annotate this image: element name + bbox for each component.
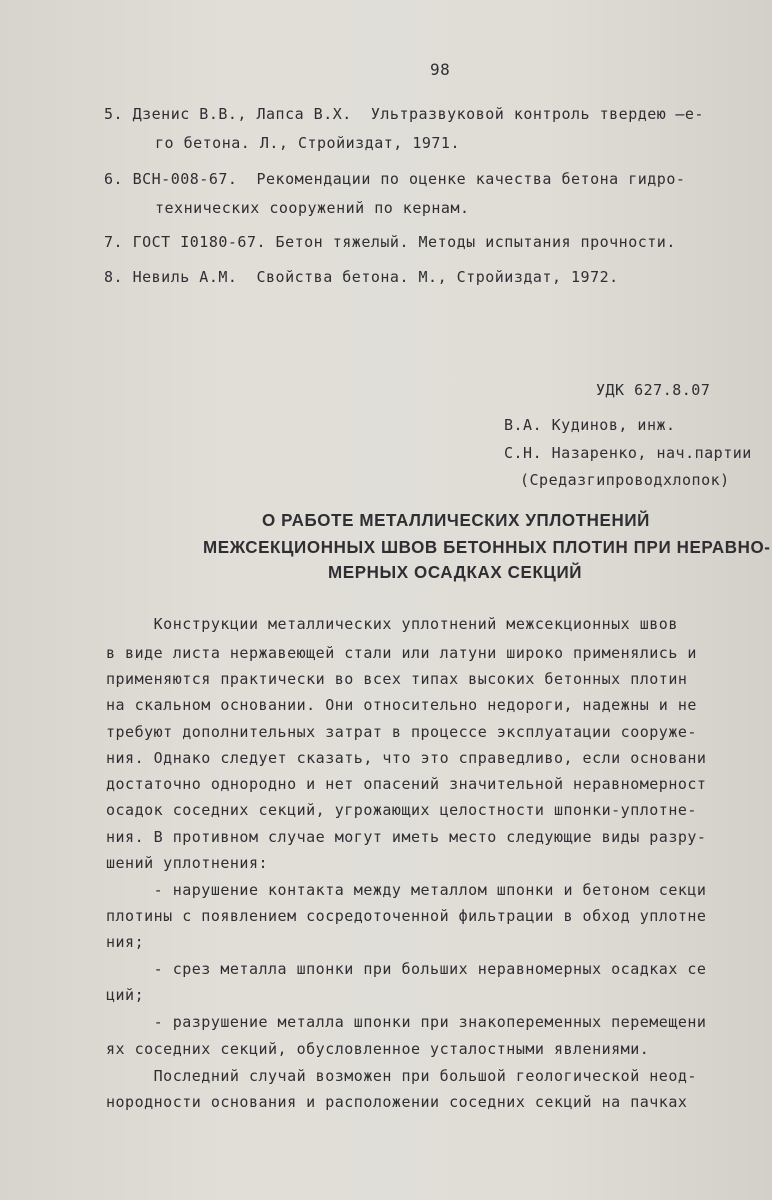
reference-5-line-1: 5. Дзенис В.В., Лапса В.Х. Ультразвуковой контроль твердею ̶е- — [104, 105, 704, 123]
reference-6-line-2: технических сооружений по кернам. — [155, 199, 470, 217]
reference-5-line-2: го бетона. Л., Стройиздат, 1971. — [155, 134, 460, 152]
body-line: ния; — [106, 933, 145, 951]
body-line: ях соседних секций, обусловленное усталостными явлениями. — [106, 1040, 650, 1058]
article-title-line-2: МЕЖСЕКЦИОННЫХ ШВОВ БЕТОННЫХ ПЛОТИН ПРИ НЕРАВНО- — [203, 537, 771, 558]
page-number: 98 — [430, 60, 451, 79]
body-line: шений уплотнения: — [106, 854, 269, 872]
author-2: С.Н. Назаренко, нач.партии — [504, 444, 752, 462]
body-line: в виде листа нержавеющей стали или латуни широко применялись и — [106, 644, 697, 662]
body-line: ций; — [106, 986, 145, 1004]
reference-8: 8. Невиль А.М. Свойства бетона. М., Стройиздат, 1972. — [104, 268, 619, 286]
body-line: осадок соседних секций, угрожающих целостности шпонки-уплотне- — [106, 801, 697, 819]
udk-code: УДК 627.8.07 — [596, 381, 711, 399]
reference-7: 7. ГОСТ I0180-67. Бетон тяжелый. Методы испытания прочности. — [104, 233, 676, 251]
body-line: достаточно однородно и нет опасений значительной неравномерност — [106, 775, 707, 793]
body-line: Конструкции металлических уплотнений межсекционных швов — [106, 615, 678, 633]
reference-6-line-1: 6. ВСН-008-67. Рекомендации по оценке качества бетона гидро- — [104, 170, 686, 188]
body-line: нородности основания и расположении соседних секций на пачках — [106, 1093, 688, 1111]
body-line: - срез металла шпонки при больших неравномерных осадках се — [106, 960, 707, 978]
body-line: на скальном основании. Они относительно недороги, надежны и не — [106, 696, 697, 714]
body-line: требуют дополнительных затрат в процессе эксплуатации сооруже- — [106, 723, 697, 741]
article-title-line-3: МЕРНЫХ ОСАДКАХ СЕКЦИЙ — [328, 562, 583, 583]
body-line: ния. Однако следует сказать, что это справедливо, если основани — [106, 749, 707, 767]
author-1: В.А. Кудинов, инж. — [504, 416, 676, 434]
author-organization: (Средазгипроводхлопок) — [520, 471, 730, 489]
body-line: плотины с появлением сосредоточенной фильтрации в обход уплотне — [106, 907, 707, 925]
body-line: ния. В противном случае могут иметь место следующие виды разру- — [106, 828, 707, 846]
body-line: применяются практически во всех типах высоких бетонных плотин — [106, 670, 688, 688]
article-title-line-1: О РАБОТЕ МЕТАЛЛИЧЕСКИХ УПЛОТНЕНИЙ — [262, 510, 651, 531]
body-line: - нарушение контакта между металлом шпонки и бетоном секци — [106, 881, 707, 899]
body-line: - разрушение металла шпонки при знакопеременных перемещени — [106, 1013, 707, 1031]
body-line: Последний случай возможен при большой геологической неод- — [106, 1067, 697, 1085]
